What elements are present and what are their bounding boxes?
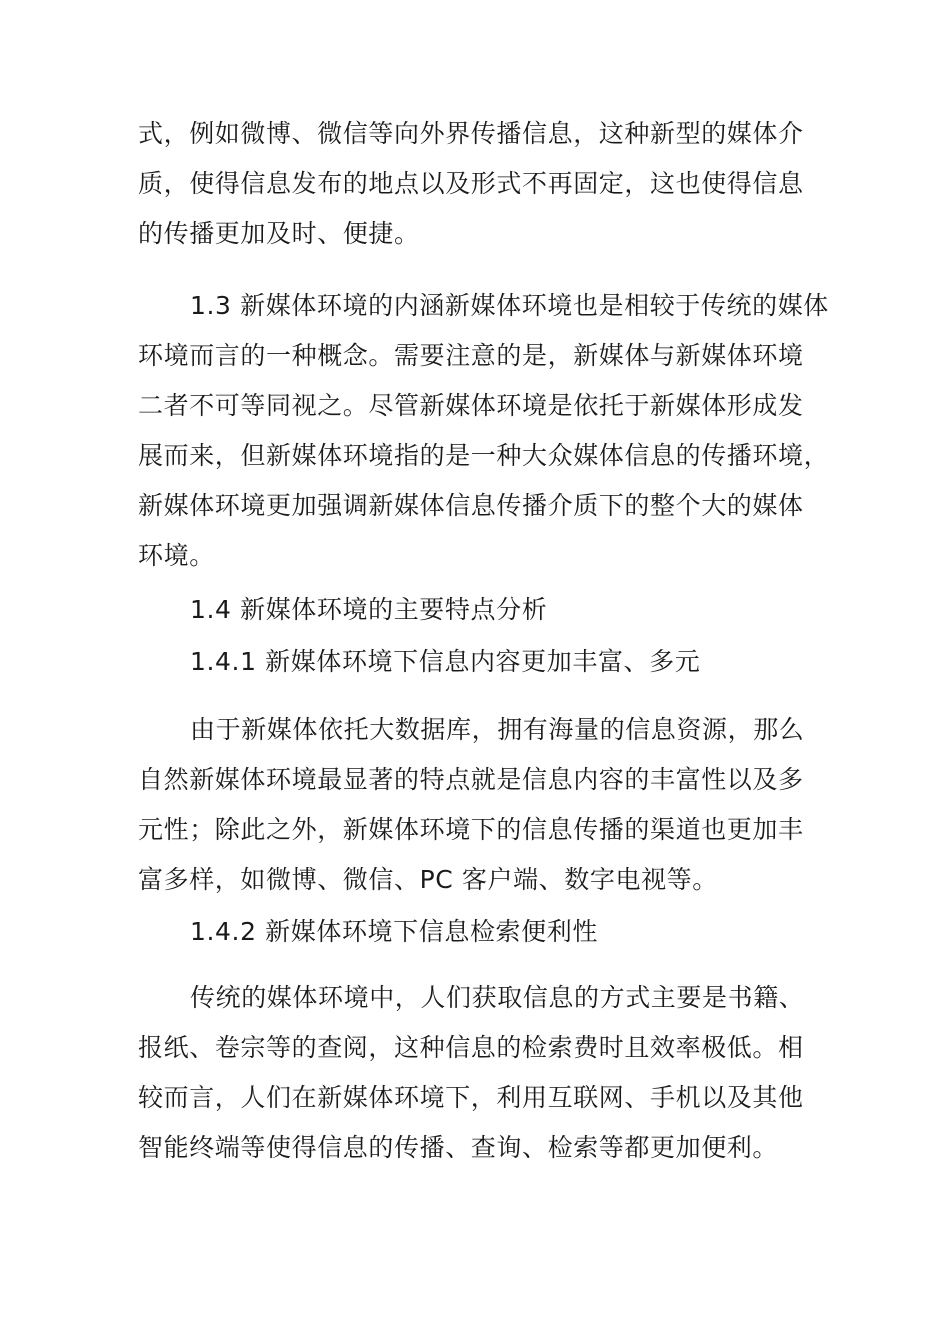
paragraph-2-line-1: 1.3 新媒体环境的内涵新媒体环境也是相较于传统的媒体 [190, 291, 829, 320]
paragraph-3-line-4: 富多样，如微博、微信、PC 客户端、数字电视等。 [138, 865, 718, 894]
paragraph-1-line-1: 式，例如微博、微信等向外界传播信息，这种新型的媒体介 [138, 119, 804, 148]
paragraph-4-line-4: 智能终端等使得信息的传播、查询、检索等都更加便利。 [138, 1133, 779, 1162]
paragraph-4-line-2: 报纸、卷宗等的查阅，这种信息的检索费时且效率极低。相 [138, 1033, 804, 1062]
paragraph-2-line-3: 二者不可等同视之。尽管新媒体环境是依托于新媒体形成发 [138, 391, 804, 420]
paragraph-2-line-5: 新媒体环境更加强调新媒体信息传播介质下的整个大的媒体 [138, 491, 804, 520]
paragraph-1-line-2: 质，使得信息发布的地点以及形式不再固定，这也使得信息 [138, 169, 804, 198]
paragraph-2-line-2: 环境而言的一种概念。需要注意的是，新媒体与新媒体环境 [138, 341, 804, 370]
paragraph-1-line-3: 的传播更加及时、便捷。 [138, 219, 420, 248]
section-heading-1-4: 1.4 新媒体环境的主要特点分析 [190, 595, 548, 624]
section-heading-1-4-2: 1.4.2 新媒体环境下信息检索便利性 [190, 917, 598, 946]
paragraph-2-line-6: 环境。 [138, 541, 215, 570]
paragraph-4-line-3: 较而言，人们在新媒体环境下，利用互联网、手机以及其他 [138, 1083, 804, 1112]
paragraph-3-line-2: 自然新媒体环境最显著的特点就是信息内容的丰富性以及多 [138, 765, 804, 794]
paragraph-4-line-1: 传统的媒体环境中，人们获取信息的方式主要是书籍、 [190, 983, 805, 1012]
paragraph-2-line-4: 展而来，但新媒体环境指的是一种大众媒体信息的传播环境， [138, 441, 830, 470]
paragraph-3-line-1: 由于新媒体依托大数据库，拥有海量的信息资源，那么 [190, 715, 805, 744]
section-heading-1-4-1: 1.4.1 新媒体环境下信息内容更加丰富、多元 [190, 647, 701, 676]
paragraph-3-line-3: 元性；除此之外，新媒体环境下的信息传播的渠道也更加丰 [138, 815, 804, 844]
